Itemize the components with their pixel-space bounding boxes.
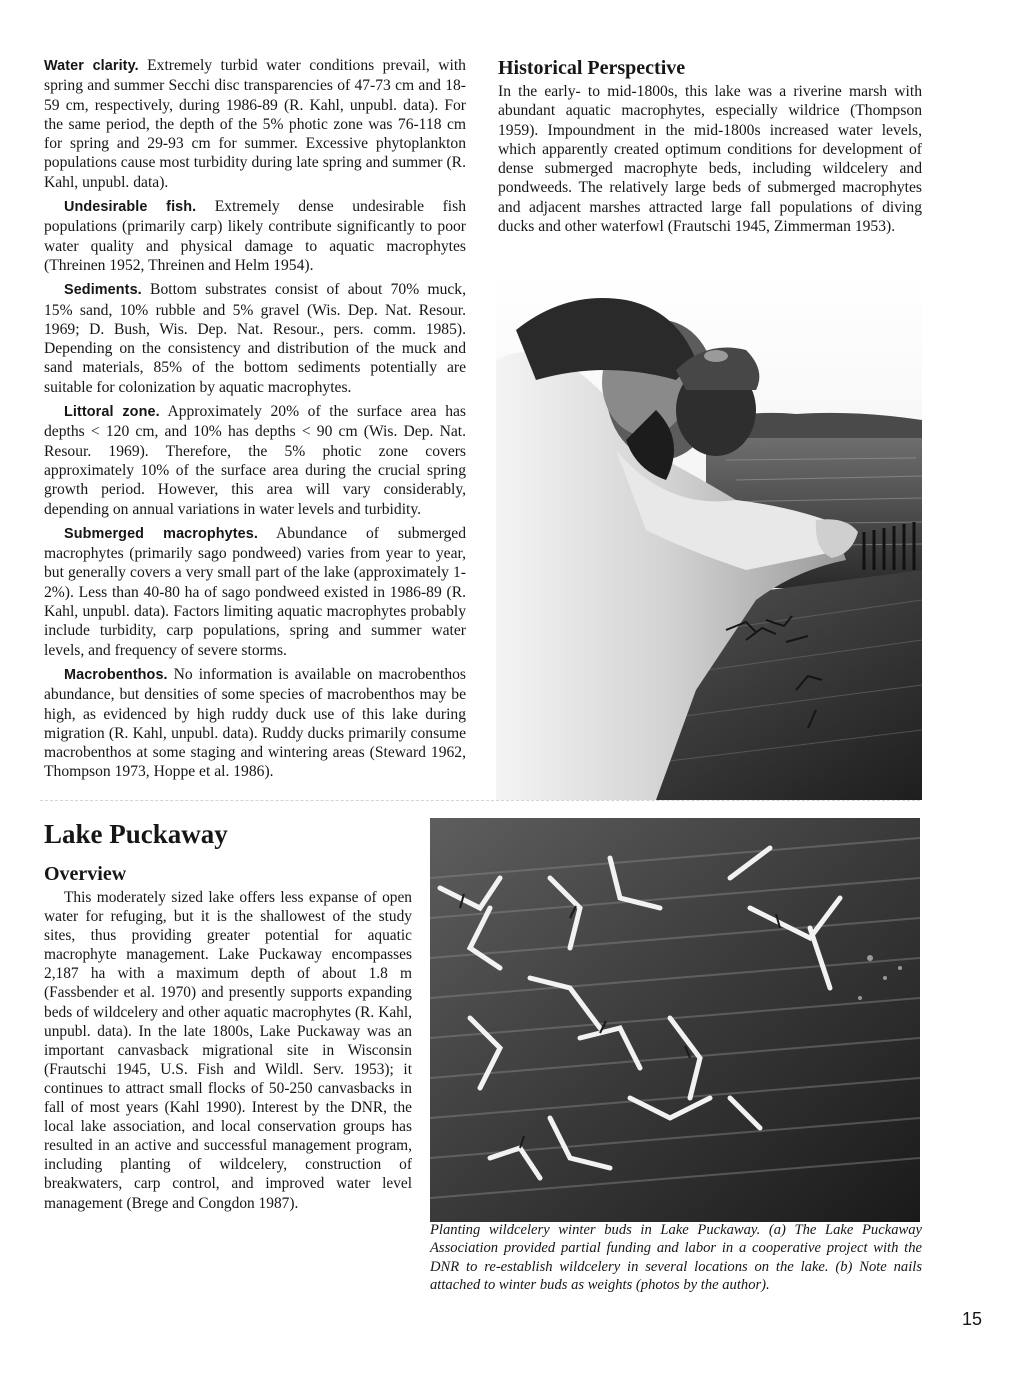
paragraph-water-clarity [44,56,466,192]
paragraph-submerged-macrophytes [44,524,466,660]
right-column [498,56,922,241]
photo-caption: Planting wildcelery winter buds in Lake Puckaway. (a) The Lake Puckaway Association provided partial funding and labor in a cooperative project with the DNR to re-establish wildcelery in several locations on the lake. (b) Note nails attached to winter buds as weights (photos by the author). [430,1222,922,1293]
paragraph-sediments [44,280,466,397]
historical-perspective-heading: Historical Perspective [498,57,686,79]
text-undesirable-fish: Extremely dense undesirable fish populations (primarily carp) likely contribute significantly to poor water quality and physical damage to aquatic macrophytes (Threinen 1952, Threinen and Helm 1954). [44,198,466,274]
overview-section [44,862,412,1218]
paragraph-littoral-zone [44,402,466,519]
lead-littoral-zone: Littoral zone. [64,404,160,421]
page-number: 15 [962,1309,983,1329]
paragraph-macrobenthos [44,665,466,782]
lead-undesirable-fish: Undesirable fish. [64,199,197,216]
text-sediments: Bottom substrates consist of about 70% muck, 15% sand, 10% rubble and 5% gravel (Wis. Dep. Nat. Resour. 1969; D. Bush, Wis. Dep. Nat. Resour., pers. comm. 1985). Depending on the consistency and distribution of the muck and sand materials, 85% of the bottom sediments potentially are suitable for colonization by aquatic macrophytes. [44,281,466,396]
text-littoral-zone: Approximately 20% of the surface area has depths < 120 cm, and 10% has depths < 90 cm (Wis. Dep. Nat. Resour. 1969). Therefore, the 5% photic zone covers approximately 10% of the surface area during the crucial spring growth period. However, this area will vary considerably, depending on annual variations in water levels and turbidity. [44,403,466,518]
lake-puckaway-title: Lake Puckaway [44,819,228,849]
photo-winter-buds-with-nails [430,818,920,1222]
photo-a-image [496,270,922,800]
photo-planting-from-boat [496,270,922,800]
overview-text: This moderately sized lake offers less expanse of open water for refuging, but it is the shallowest of the study sites, thus providing greater potential for aquatic macrophyte management. Lake Puckaway encompasses 2,187 ha with a maximum depth of about 1.8 m (Fassbender et al. 1970) and presently supports expanding beds of wildcelery and other aquatic macrophytes (R. Kahl, unpubl. data). In the late 1800s, Lake Puckaway was an important canvasback migrational site in Wisconsin (Frautschi 1945, U.S. Fish and Wildl. Serv. 1953); it continues to attract small flocks of 50-250 canvasbacks in fall of most years (Kahl 1990). Interest by the DNR, the local lake association, and local conservation groups has resulted in an active and successful management program, including planting of wildcelery, construction of breakwaters, carp control, and improved water level management (Brege and Congdon 1987). [44,889,412,1212]
text-submerged-macrophytes: Abundance of submerged macrophytes (primarily sago pondweed) varies from year to year, but generally covers a very small part of the lake (approximately 1-2%). Less than 40-80 ha of sago pondweed existed in 1986-89 (R. Kahl, unpubl. data). Factors limiting aquatic macrophytes probably include turbidity, carp populations, spring and summer water levels, and frequency of severe storms. [44,524,466,659]
overview-heading: Overview [44,863,127,885]
lead-sediments: Sediments. [64,282,142,299]
lead-submerged-macrophytes: Submerged macrophytes. [64,525,258,542]
text-macrobenthos: No information is available on macrobenthos abundance, but densities of some species of macrobenthos may be high, as evidenced by high ruddy duck use of this lake during migration (R. Kahl, unpubl. data). Ruddy ducks primarily consume macrobenthos at some staging and wintering areas (Steward 1962, Thompson 1973, Hoppe et al. 1986). [44,665,466,781]
section-divider [40,800,920,801]
lead-macrobenthos: Macrobenthos. [64,666,168,683]
text-water-clarity: Extremely turbid water conditions prevail, with spring and summer Secchi disc transparencies of 47-73 cm and 18-59 cm, respectively, during 1986-89 (R. Kahl, unpubl. data). For the same period, the depth of the 5% photic zone was 76-118 cm for spring and 29-93 cm for summer. Excessive phytoplankton populations cause most turbidity during late spring and summer (R. Kahl, unpubl. data). [44,57,466,191]
paragraph-undesirable-fish [44,197,466,275]
historical-perspective-text: In the early- to mid-1800s, this lake was a riverine marsh with abundant aquatic macrophytes, especially wildrice (Thompson 1959). Impoundment in the mid-1800s increased water levels, which apparently created optimum conditions for development of dense submerged macrophyte beds, including wildcelery and pondweeds. The relatively large beds of submerged macrophytes and adjacent marshes attracted large fall populations of diving ducks and other waterfowl (Frautschi 1945, Zimmerman 1953). [498,83,922,236]
lead-water-clarity: Water clarity. [44,58,139,74]
photo-b-image [430,818,920,1222]
left-column [44,56,466,787]
